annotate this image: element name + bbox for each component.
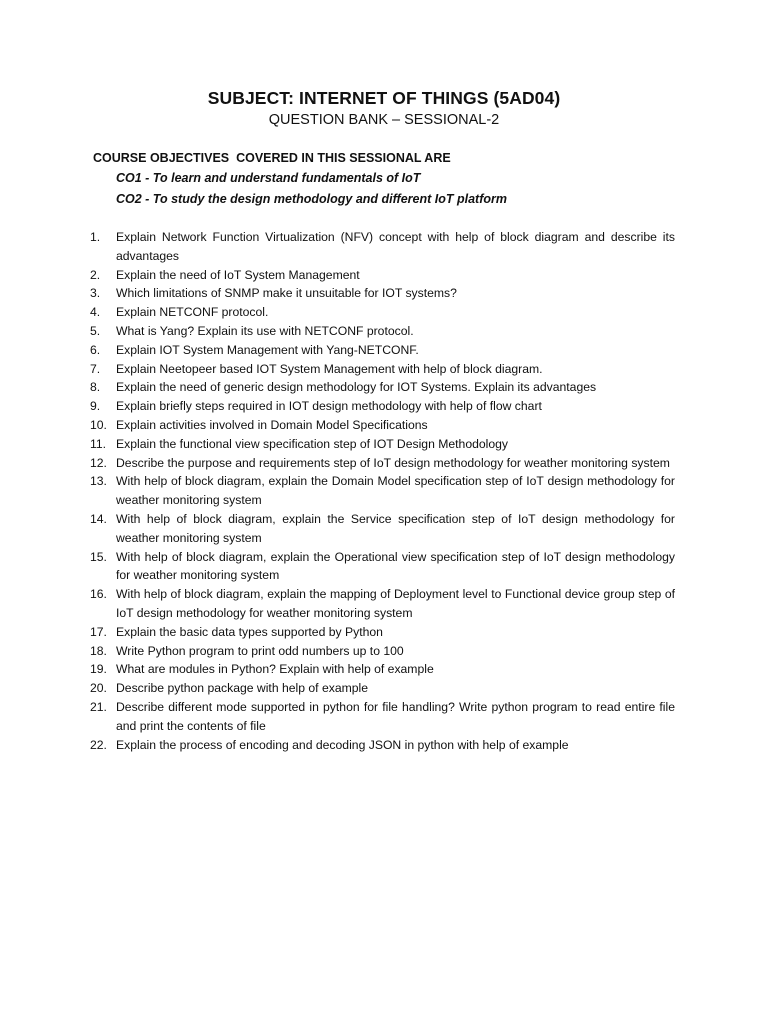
question-item xyxy=(90,642,675,661)
document-title: SUBJECT: INTERNET OF THINGS (5AD04) xyxy=(207,88,561,108)
question-item xyxy=(90,284,675,303)
question-number: 17. xyxy=(90,624,107,639)
objective-co1: CO1 - To learn and understand fundamentals of IoT xyxy=(116,171,421,185)
question-number: 2. xyxy=(90,267,101,282)
course-objectives xyxy=(93,148,693,210)
question-item xyxy=(90,397,675,416)
objective-co2: CO2 - To study the design methodology and different IoT platform xyxy=(116,192,507,206)
question-item xyxy=(90,548,675,586)
question-list xyxy=(90,228,675,754)
question-text: Explain IOT System Management with Yang-NETCONF. xyxy=(116,342,419,357)
question-item xyxy=(90,228,675,266)
question-number: 14. xyxy=(90,511,107,526)
question-number: 12. xyxy=(90,455,107,470)
question-text: Explain the basic data types supported by Python xyxy=(116,624,383,639)
question-text: Explain the need of generic design methodology for IOT Systems. Explain its advantages xyxy=(116,380,597,395)
objectives-heading: COURSE OBJECTIVES COVERED IN THIS SESSIONAL ARE xyxy=(93,151,451,165)
question-text: Explain briefly steps required in IOT design methodology with help of flow chart xyxy=(116,399,542,414)
question-item xyxy=(90,378,675,397)
question-number: 15. xyxy=(90,549,107,564)
question-item xyxy=(90,266,675,285)
question-number: 3. xyxy=(90,286,101,301)
question-text: What are modules in Python? Explain with help of example xyxy=(116,662,434,677)
question-item xyxy=(90,660,675,679)
question-number: 18. xyxy=(90,643,107,658)
question-number: 19. xyxy=(90,662,107,677)
question-item xyxy=(90,435,675,454)
question-item xyxy=(90,698,675,736)
question-number: 16. xyxy=(90,587,107,602)
question-item xyxy=(90,510,675,548)
document-subtitle: QUESTION BANK – SESSIONAL-2 xyxy=(268,112,500,128)
question-number: 4. xyxy=(90,305,101,320)
question-item xyxy=(90,416,675,435)
question-number: 9. xyxy=(90,399,101,414)
question-item xyxy=(90,585,675,623)
question-text: Describe python package with help of example xyxy=(116,681,369,696)
question-text: With help of block diagram, explain the Operational view specification step of IoT design methodology for weather monitoring system xyxy=(116,549,675,583)
question-text: Explain the process of encoding and decoding JSON in python with help of example xyxy=(116,737,569,752)
question-text: Write Python program to print odd numbers up to 100 xyxy=(116,643,404,658)
question-item xyxy=(90,454,675,473)
question-number: 8. xyxy=(90,380,101,395)
question-item xyxy=(90,736,675,755)
question-number: 22. xyxy=(90,737,107,752)
question-number: 5. xyxy=(90,323,101,338)
question-text: With help of block diagram, explain the Domain Model specification step of IoT design methodology for weather monitoring system xyxy=(116,474,675,508)
question-number: 7. xyxy=(90,361,101,376)
question-text: Which limitations of SNMP make it unsuitable for IOT systems? xyxy=(116,286,457,301)
question-item xyxy=(90,623,675,642)
question-text: Describe the purpose and requirements step of IoT design methodology for weather monitoring system xyxy=(116,455,670,470)
question-item xyxy=(90,360,675,379)
question-number: 13. xyxy=(90,474,107,489)
question-text: Explain Neetopeer based IOT System Management with help of block diagram. xyxy=(116,361,543,376)
question-text: Explain Network Function Virtualization (NFV) concept with help of block diagram and describe its advantages xyxy=(116,230,675,263)
question-number: 11. xyxy=(90,436,107,451)
question-text: With help of block diagram, explain the mapping of Deployment level to Functional device group step of IoT design methodology for weather monitoring system xyxy=(116,587,675,620)
question-item xyxy=(90,472,675,510)
question-text: Describe different mode supported in python for file handling? Write python program to read entire file and print the contents of file xyxy=(116,699,675,733)
question-number: 1. xyxy=(90,230,101,244)
question-number: 21. xyxy=(90,699,107,714)
question-number: 10. xyxy=(90,417,107,432)
question-text: Explain the need of IoT System Management xyxy=(116,267,360,282)
question-text: Explain NETCONF protocol. xyxy=(116,305,269,320)
question-text: Explain the functional view specification step of IOT Design Methodology xyxy=(116,436,509,451)
question-text: What is Yang? Explain its use with NETCONF protocol. xyxy=(116,323,414,338)
question-item xyxy=(90,303,675,322)
question-text: With help of block diagram, explain the Service specification step of IoT design methodology for weather monitoring system xyxy=(116,511,675,545)
question-item xyxy=(90,341,675,360)
question-item xyxy=(90,679,675,698)
question-text: Explain activities involved in Domain Model Specifications xyxy=(116,417,428,432)
question-number: 6. xyxy=(90,342,101,357)
question-number: 20. xyxy=(90,681,107,696)
question-item xyxy=(90,322,675,341)
